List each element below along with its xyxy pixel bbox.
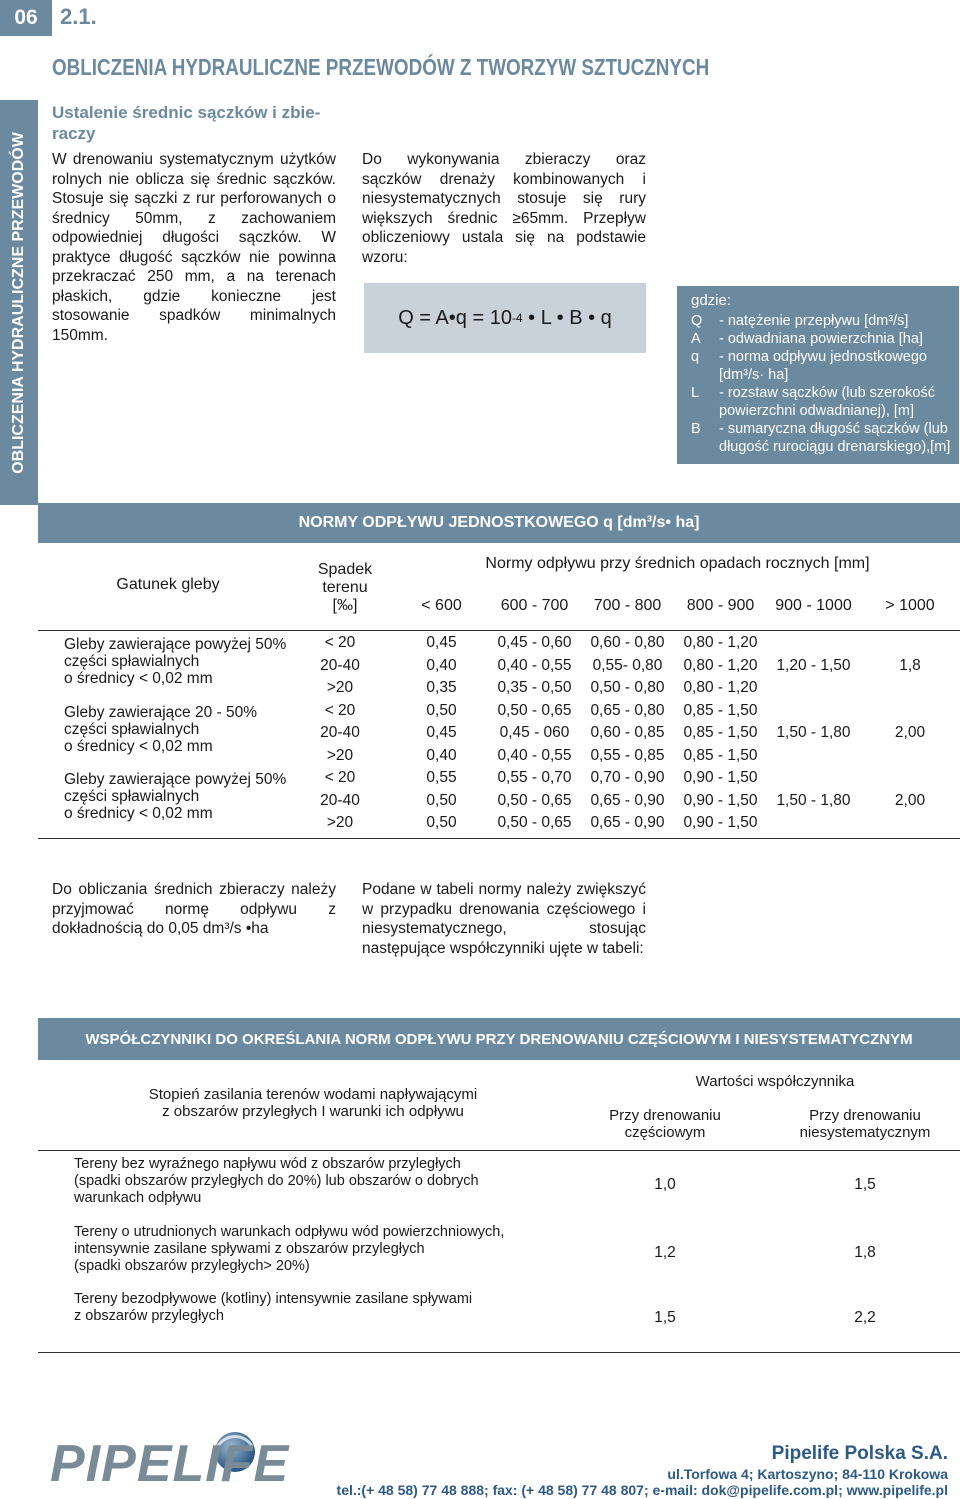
logo	[50, 1430, 290, 1494]
company-name: Pipelife Polska S.A.	[771, 1443, 948, 1464]
norm-cell: 0,90 - 1,50	[683, 814, 758, 832]
slope-cell: < 20	[324, 634, 356, 652]
rain-range: 800 - 900	[686, 597, 755, 614]
norm-cell: 0,60 - 0,85	[590, 724, 665, 742]
norm-cell: 0,35 - 0,50	[497, 679, 572, 697]
col-soil-header: Gatunek gleby	[116, 576, 220, 593]
norm-cell: 0,60 - 0,80	[590, 634, 665, 652]
soil-type-line: części spławialnych	[64, 653, 200, 670]
col-slope-header	[300, 548, 390, 628]
legend-desc: długość rurociągu drenarskiego),[m]	[719, 439, 951, 455]
desc-header-line: Stopień zasilania terenów wodami napływającymi	[148, 1086, 478, 1103]
condition-line: intensywnie zasilane spływami z obszarów przyległych	[74, 1241, 425, 1257]
partial-header-line: częściowym	[624, 1124, 706, 1141]
condition-cell	[74, 1156, 614, 1207]
norm-cell-1000: 2,00	[894, 724, 926, 742]
soil-type-cell	[64, 636, 304, 687]
partial-coefficient-cell: 1,2	[654, 1244, 676, 1261]
norm-cell-1000: 1,8	[899, 656, 921, 674]
slope-cell: < 20	[324, 769, 356, 787]
legend-desc: - rozstaw sączków (lub szerokość	[719, 385, 935, 401]
legend-desc: - sumaryczna długość sączków (lub	[719, 421, 948, 437]
condition-cell	[74, 1224, 614, 1275]
soil-type-line: części spławialnych	[64, 788, 200, 805]
desc-header-line: z obszarów przyległych I warunki ich odpływu	[162, 1103, 464, 1120]
slope-header-line: Spadek	[317, 561, 373, 578]
norm-cell: 0,50 - 0,80	[590, 679, 665, 697]
slope-cell: 20-40	[320, 791, 360, 809]
table2-body	[38, 1152, 960, 1352]
norm-cell: 0,40	[426, 656, 457, 674]
table1-header-rule	[38, 630, 960, 631]
legend-symbol: B	[691, 421, 701, 437]
norm-cell: 0,45 - 060	[499, 724, 570, 742]
col-nonsys-header	[790, 1104, 940, 1144]
formula-box	[364, 283, 646, 353]
table2-title-text: WSPÓŁCZYNNIKI DO OKREŚLANIA NORM ODPŁYWU PRZY DRENOWANIU CZĘŚCIOWYM I NIESYSTEMATYCZNYM	[85, 1030, 913, 1048]
norm-cell: 0,90 - 1,50	[683, 791, 758, 809]
formula-intro-paragraph: Do wykonywania zbieraczy oraz sączków drenaży kombinowanych i niesystematycznych stosuje się rury większych średnic ≥65mm. Przepływ obliczeniowy ustala się na podstawie wzoru:	[362, 151, 646, 266]
norm-cell: 0,40 - 0,55	[497, 746, 572, 764]
side-label	[0, 100, 38, 505]
norm-cell-900: 1,50 - 1,80	[776, 724, 851, 742]
slope-cell: < 20	[324, 701, 356, 719]
table2-title	[38, 1018, 960, 1060]
legend-item	[691, 402, 951, 420]
col-desc-header	[66, 1078, 560, 1128]
rain-range: < 600	[421, 597, 462, 614]
legend-heading: gdzie:	[691, 292, 732, 309]
norm-cell-900: 1,20 - 1,50	[776, 656, 851, 674]
slope-header-line: terenu	[322, 579, 368, 596]
table2-header-rule	[38, 1150, 960, 1151]
norm-cell: 0,50	[426, 701, 457, 719]
nonsys-coefficient-cell: 1,8	[854, 1244, 876, 1261]
norm-cell: 0,80 - 1,20	[683, 634, 758, 652]
norm-cell: 0,80 - 1,20	[683, 656, 758, 674]
subtitle-line: raczy	[52, 124, 96, 143]
legend-item	[691, 312, 951, 330]
norm-cell: 0,55- 0,80	[592, 656, 663, 674]
rain-range: 900 - 1000	[775, 597, 852, 614]
company-contact: tel.:(+ 48 58) 77 48 888; fax: (+ 48 58) 77 48 807; e-mail: dok@pipelife.com.pl; www.pipelife.pl	[336, 1482, 948, 1498]
norm-cell: 0,85 - 1,50	[683, 724, 758, 742]
norm-cell: 0,50 - 0,65	[497, 791, 572, 809]
condition-line: Tereny o utrudnionych warunkach odpływu wód powierzchniowych,	[74, 1224, 505, 1240]
side-label-text: OBLICZENIA HYDRAULICZNE PRZEWODÓW	[10, 131, 28, 474]
legend-desc: - norma odpływu jednostkowego	[719, 349, 927, 365]
soil-type-line: Gleby zawierające powyżej 50%	[64, 771, 287, 788]
norm-cell: 0,90 - 1,50	[683, 769, 758, 787]
soil-type-line: Gleby zawierające 20 - 50%	[64, 703, 257, 721]
legend-item	[691, 366, 951, 384]
slope-header-line: [‰]	[332, 597, 358, 614]
partial-coefficient-cell: 1,0	[654, 1176, 676, 1193]
condition-line: Tereny bez wyraźnego napływu wód z obszarów przyległych	[74, 1156, 461, 1172]
norm-cell-900: 1,50 - 1,80	[776, 791, 851, 809]
condition-line: z obszarów przyległych	[74, 1308, 224, 1324]
norm-cell: 0,35	[426, 679, 457, 697]
legend-symbol: Q	[691, 313, 703, 329]
legend-item	[691, 420, 951, 438]
partial-coefficient-cell: 1,5	[654, 1309, 676, 1326]
norm-cell: 0,80 - 1,20	[683, 679, 758, 697]
norm-cell: 0,45	[426, 634, 457, 652]
soil-type-line: o średnicy < 0,02 mm	[64, 737, 213, 755]
slope-cell: 20-40	[320, 724, 360, 742]
nonsys-coefficient-cell: 2,2	[854, 1309, 876, 1326]
soil-type-line: o średnicy < 0,02 mm	[64, 805, 213, 822]
col-values-header: Wartości współczynnika	[695, 1072, 855, 1090]
coefficient-intro: Podane w tabeli normy należy zwiększyć w przypadku drenowania częściowego i niesystematycznego, stosując następujące współczynniki ujęte w tabeli:	[362, 881, 646, 957]
condition-line: (spadki obszarów przyległych do 20%) lub obszarów o dobrych	[74, 1173, 479, 1189]
soil-type-cell	[64, 771, 304, 822]
legend-item	[691, 384, 951, 402]
precision-note: Do obliczania średnich zbieraczy należy przyjmować normę odpływu z dokładnością do 0,05 dm³/s •ha	[52, 881, 336, 937]
nonsys-coefficient-cell: 1,5	[854, 1176, 876, 1193]
condition-line: (spadki obszarów przyległych> 20%)	[74, 1258, 310, 1274]
formula-left: Q = A•q = 10	[398, 306, 512, 329]
slope-cell: >20	[326, 814, 354, 832]
norm-cell: 0,55 - 0,70	[497, 769, 572, 787]
norm-cell: 0,85 - 1,50	[683, 746, 758, 764]
norm-cell: 0,50	[426, 791, 457, 809]
norm-cell: 0,85 - 1,50	[683, 701, 758, 719]
legend-symbol: L	[691, 385, 700, 401]
slope-cell: >20	[326, 679, 354, 697]
legend-desc: - natężenie przepływu [dm³/s]	[719, 313, 909, 329]
legend-desc: - odwadniana powierzchnia [ha]	[719, 331, 923, 347]
legend-symbol: q	[691, 349, 700, 365]
rain-range: 700 - 800	[593, 597, 662, 614]
norm-cell: 0,50 - 0,65	[497, 701, 572, 719]
legend-symbol: A	[691, 331, 701, 347]
table1-body	[38, 632, 960, 832]
legend-desc: powierzchni odwadnianej), [m]	[719, 403, 915, 419]
nonsys-header-line: niesystematycznym	[799, 1124, 931, 1141]
soil-type-line: części spławialnych	[64, 720, 200, 738]
condition-line: warunkach odpływu	[74, 1190, 202, 1206]
partial-header-line: Przy drenowaniu	[609, 1107, 721, 1124]
section-number: 2.1.	[60, 4, 97, 29]
col-partial-header	[590, 1104, 740, 1144]
page-title: OBLICZENIA HYDRAULICZNE PRZEWODÓW Z TWORZYW SZTUCZNYCH	[52, 54, 710, 80]
legend-symbol	[691, 366, 719, 384]
norm-cell: 0,40	[426, 746, 457, 764]
logo-text: PIPELIFE	[50, 1435, 290, 1493]
condition-line: Tereny bezodpływowe (kotliny) intensywnie zasilane spływami	[74, 1291, 473, 1307]
rain-range: > 1000	[885, 597, 935, 614]
legend-item	[691, 348, 951, 366]
formula-right: • L • B • q	[528, 306, 612, 329]
legend-item	[691, 438, 951, 456]
slope-cell: 20-40	[320, 656, 360, 674]
soil-type-line: o średnicy < 0,02 mm	[64, 670, 213, 687]
norm-cell: 0,65 - 0,90	[590, 814, 665, 832]
norm-cell: 0,50 - 0,65	[497, 814, 572, 832]
slope-cell: >20	[326, 746, 354, 764]
norm-cell: 0,65 - 0,90	[590, 791, 665, 809]
norm-cell: 0,55	[426, 769, 457, 787]
table1-title: NORMY ODPŁYWU JEDNOSTKOWEGO q [dm³/s• ha]	[38, 503, 960, 543]
intro-paragraph: W drenowaniu systematycznym użytków rolnych nie oblicza się średnic sączków. Stosuje się sączki z rur perforowanych o średnicy 50mm, z zachowaniem odpowiedniej długości sączków. W praktyce długość sączków nie powinna przekraczać 250 mm, a na terenach płaskich, gdzie konieczne jest stosowanie spadków minimalnych 150mm.	[52, 151, 336, 344]
norm-cell: 0,50	[426, 814, 457, 832]
company-address: ul.Torfowa 4; Kartoszyno; 84-110 Krokowa	[667, 1466, 948, 1482]
legend-item	[691, 330, 951, 348]
formula-exponent: -4	[511, 311, 523, 325]
rain-range: 600 - 700	[500, 597, 569, 614]
soil-type-line: Gleby zawierające powyżej 50%	[64, 636, 287, 653]
soil-type-cell	[64, 704, 304, 755]
section-subtitle	[52, 102, 352, 144]
norm-cell: 0,65 - 0,80	[590, 701, 665, 719]
norm-cell: 0,45	[426, 724, 457, 742]
legend-symbol	[691, 438, 719, 456]
col-norms-header: Normy odpływu przy średnich opadach rocznych [mm]	[485, 555, 870, 572]
norm-cell: 0,40 - 0,55	[497, 656, 572, 674]
legend-symbol	[691, 402, 719, 420]
subtitle-line: Ustalenie średnic sączków i zbie-	[52, 103, 321, 122]
norm-cell: 0,70 - 0,90	[590, 769, 665, 787]
page-number: 06	[0, 0, 52, 36]
condition-cell	[74, 1291, 614, 1325]
norm-cell: 0,55 - 0,85	[590, 746, 665, 764]
legend-desc: [dm³/s· ha]	[719, 367, 789, 383]
table1-bottom-rule	[38, 838, 960, 839]
norm-cell: 0,45 - 0,60	[497, 634, 572, 652]
formula-legend	[677, 286, 959, 464]
nonsys-header-line: Przy drenowaniu	[809, 1107, 921, 1124]
norm-cell-1000: 2,00	[894, 791, 926, 809]
table2-bottom-rule	[38, 1352, 960, 1353]
